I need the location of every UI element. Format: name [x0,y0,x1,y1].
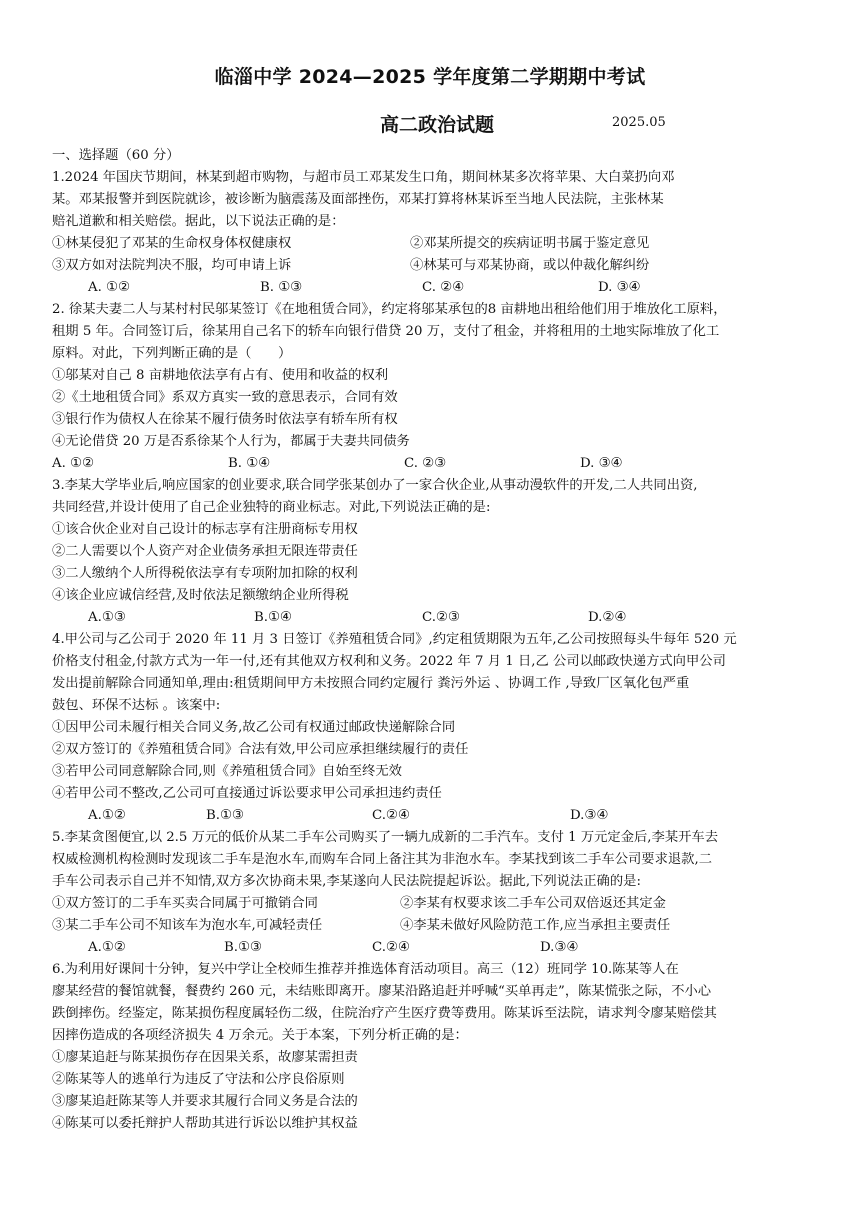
question-3 [52,475,812,629]
statement-row [52,255,812,277]
choice-a: A.①② [88,808,126,823]
choice-a: A. ①② [88,280,130,295]
statement: ④陈某可以委托辩护人帮助其进行诉讼以维护其权益 [52,1116,358,1131]
choice-d: D. ③④ [580,456,623,471]
statement-1: ①林某侵犯了邓某的生命权身体权健康权 [52,236,292,251]
question-text-line: 赔礼道歉和相关赔偿。据此，以下说法正确的是： [52,214,345,229]
question-text-line: 鼓包、环保不达标 。该案中: [52,698,221,713]
statement: ③廖某追赶陈某等人并要求其履行合同义务是合法的 [52,1094,358,1109]
statement: ①廖某追赶与陈某损伤存在因果关系，故廖某需担责 [52,1050,358,1065]
statement: ④该企业应诚信经营,及时依法足额缴纳企业所得税 [52,588,349,603]
answer-choices [52,277,812,299]
question-4 [52,629,812,827]
question-text-line: 共同经营,并设计使用了自己企业独特的商业标志。对此,下列说法正确的是: [52,500,491,515]
statement: ②二人需要以个人资产对企业债务承担无限连带责任 [52,544,358,559]
choice-d: D.③④ [540,940,579,955]
question-text-line: 廖某经营的餐馆就餐，餐费约 260 元，未结账即离开。廖某沿路追赶并呼喊“买单再走”，陈某慌张之际，不小心 [52,984,712,999]
statement: ②陈某等人的逃单行为违反了守法和公序良俗原则 [52,1072,345,1087]
choice-d: D. ③④ [598,280,641,295]
statement: ③若甲公司同意解除合同,则《养殖租赁合同》自始至终无效 [52,764,402,779]
statement-1: ①双方签订的二手车买卖合同属于可撤销合同 [52,896,318,911]
statement: ①因甲公司未履行相关合同义务,故乙公司有权通过邮政快递解除合同 [52,720,456,735]
statement-2: ②邓某所提交的疾病证明书属于鉴定意见 [410,236,650,251]
answer-choices [52,453,812,475]
answer-choices [52,607,812,629]
choice-c: C.②④ [372,808,410,823]
question-text-line: 1.2024 年国庆节期间，林某到超市购物，与超市员工邓某发生口角，期间林某多次将苹果、大白菜扔向邓 [52,170,675,185]
choice-b: B. ①④ [228,456,271,471]
statement: ①邬某对自己 8 亩耕地依法享有占有、使用和收益的权利 [52,368,389,383]
choice-d: D.②④ [588,610,627,625]
choice-c: C. ②③ [404,456,446,471]
question-1 [52,167,812,299]
question-text-line: 价格支付租金,付款方式为一年一付,还有其他双方权利和义务。2022 年 7 月 1 日,乙 公司以邮政快递方式向甲公司 [52,654,726,669]
choice-b: B.①④ [254,610,292,625]
question-6 [52,959,812,1135]
statement-4: ④李某未做好风险防范工作,应当承担主要责任 [400,918,671,933]
answer-choices [52,937,812,959]
question-text-line: 3.李某大学毕业后,响应国家的创业要求,联合同学张某创办了一家合伙企业,从事动漫软件的开发,二人共同出资, [52,478,698,493]
choice-d: D.③④ [570,808,609,823]
choice-a: A. ①② [52,456,94,471]
exam-content [52,145,812,1135]
statement-row [52,233,812,255]
choice-c: C.②④ [372,940,410,955]
question-text-line: 4.甲公司与乙公司于 2020 年 11 月 3 日签订《养殖租赁合同》,约定租赁期限为五年,乙公司按照每头牛每年 520 元 [52,632,737,647]
statement: ④若甲公司不整改,乙公司可直接通过诉讼要求甲公司承担违约责任 [52,786,442,801]
question-text-line: 租期 5 年。合同签订后，徐某用自己名下的轿车向银行借贷 20 万，支付了租金，并将租用的土地实际堆放了化工 [52,324,720,339]
choice-a: A.①③ [88,610,126,625]
exam-title: 临淄中学 2024—2025 学年度第二学期期中考试 [214,66,646,88]
question-text-line: 发出提前解除合同通知单,理由:租赁期间甲方未按照合同约定履行 粪污外运 、协调工作 ,导致厂区氧化包严重 [52,676,690,691]
question-text-line: 6.为利用好课间十分钟，复兴中学让全校师生推荐并推选体育活动项目。高三（12）班同学 10.陈某等人在 [52,962,679,977]
choice-a: A.①② [88,940,126,955]
statement: ③二人缴纳个人所得税依法享有专项附加扣除的权利 [52,566,358,581]
question-text-line: 因摔伤造成的各项经济损失 4 万余元。关于本案，下列分析正确的是： [52,1028,468,1043]
statement: ②双方签订的《养殖租赁合同》合法有效,甲公司应承担继续履行的责任 [52,742,469,757]
statement: ①该合伙企业对自己设计的标志享有注册商标专用权 [52,522,358,537]
exam-subtitle: 高二政治试题 [380,114,495,136]
question-text-line: 5.李某贪图便宜,以 2.5 万元的低价从某二手车公司购买了一辆九成新的二手汽车。支付 1 万元定金后,李某开车去 [52,830,719,845]
choice-c: C.②③ [422,610,460,625]
answer-choices [52,805,812,827]
statement: ②《土地租赁合同》系双方真实一致的意思表示，合同有效 [52,390,398,405]
statement-2: ②李某有权要求该二手车公司双倍返还其定金 [400,896,666,911]
statement: ④无论借贷 20 万是否系徐某个人行为，都属于夫妻共同债务 [52,434,410,449]
question-5 [52,827,812,959]
question-text-line: 2. 徐某夫妻二人与某村村民邬某签订《在地租赁合同》，约定将邬某承包的8 亩耕地出租给他们用于堆放化工原料， [52,302,727,317]
statement-row [52,915,812,937]
statement-3: ③双方如对法院判决不服，均可申请上诉 [52,258,292,273]
statement-4: ④林某可与邓某协商，或以仲裁化解纠纷 [410,258,650,273]
choice-b: B.①③ [224,940,262,955]
statement: ③银行作为债权人在徐某不履行债务时依法享有轿车所有权 [52,412,398,427]
exam-date: 2025.05 [612,115,666,130]
section-heading: 一、选择题（60 分） [52,148,180,163]
question-text-line: 权威检测机构检测时发现该二手车是泡水车,而购车合同上备注其为非泡水车。李某找到该二手车公司要求退款,二 [52,852,712,867]
choice-b: B.①③ [206,808,244,823]
question-text-line: 手车公司表示自己并不知情,双方多次协商未果,李某遂向人民法院提起诉讼。据此,下列说法正确的是: [52,874,641,889]
question-text-line: 原料。对此，下列判断正确的是（ ） [52,346,292,361]
question-text-line: 某。邓某报警并到医院就诊，被诊断为脑震荡及面部挫伤，邓某打算将林某诉至当地人民法院，主张林某 [52,192,664,207]
statement-3: ③某二手车公司不知该车为泡水车,可减轻责任 [52,918,323,933]
choice-b: B. ①③ [260,280,303,295]
statement-row [52,893,812,915]
question-text-line: 跌倒摔伤。经鉴定，陈某损伤程度属轻伤二级，住院治疗产生医疗费等费用。陈某诉至法院，请求判令廖某赔偿其 [52,1006,717,1021]
choice-c: C. ②④ [422,280,464,295]
question-2 [52,299,812,475]
